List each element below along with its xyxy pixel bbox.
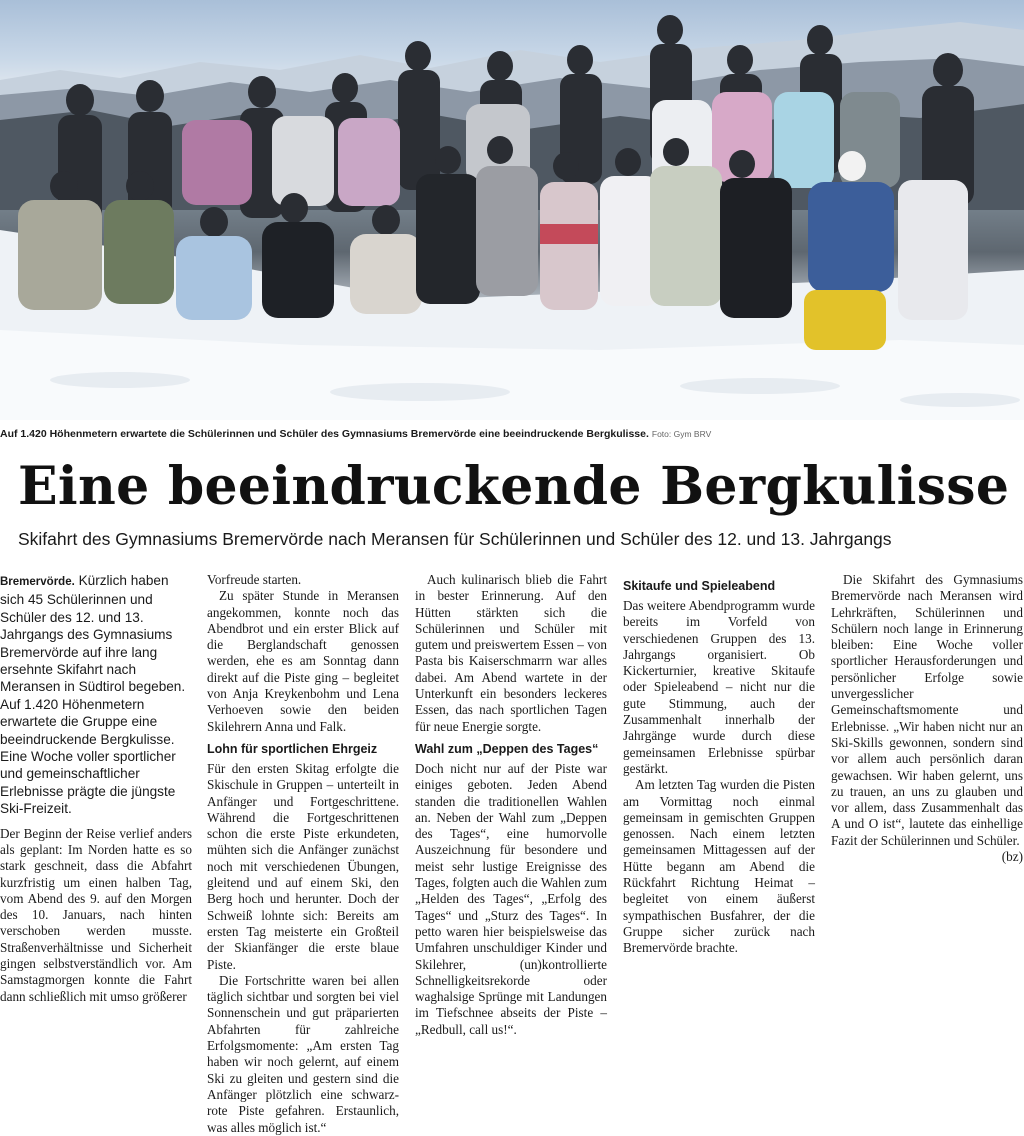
group-photo [0, 0, 1024, 420]
headline: Eine beeindruckende Bergkulisse [18, 456, 1010, 517]
paragraph: Der Beginn der Reise verlief anders als geplant: Im Norden hatte es so stark geschneit, dass die Abfahrt kurzfristig um einen halben Tag, vom Abend des 9. auf den Morgen des 10. Januars, nach hinten verschoben werden musste. Straßenverhältnisse und Sicherheit gingen selbstverständlich vor. Am Samstagmorgen konnte die Fahrt dann schließlich mit umso größerer [0, 825, 192, 1004]
photo-credit: Foto: Gym BRV [651, 429, 712, 439]
article-column-1 [0, 572, 192, 1004]
lead-paragraph [0, 572, 192, 818]
paragraph: Vorfreude starten. [207, 572, 302, 587]
photo-caption [0, 428, 1024, 440]
dateline: Bremervörde. [0, 576, 75, 588]
article-column-4 [623, 572, 815, 1004]
article-column-3 [415, 572, 607, 1037]
subheadline: Skifahrt des Gymnasiums Bremervörde nach Meransen für Schülerinnen und Schüler des 12. und 13. Jahrgangs [18, 529, 892, 549]
paragraph: Zu später Stunde in Meransen angekommen, konnte noch das Abendbrot und ein erster Blick auf die Berglandschaft genossen werden, ehe es am Sonntag dann direkt auf die Piste ging – begleitet von Anja Kreykenbohm und Lena Verhoeven sowie den beiden Skilehrern Anna und Falk. [207, 588, 399, 734]
photo-illustration [0, 0, 1024, 420]
paragraph: Die Skifahrt des Gymnasiums Bremervörde nach Meransen wird Lehrkräften, Schülerinnen und Schülern noch lange in Erinnerung bleiben: Eine Woche voller sportlicher Herausforderungen und persönlicher Erfolge sowie unvergesslicher Gemeinschaftsmomente und Erlebnisse. „Wir haben nicht nur an Ski-Skills gewonnen, sondern sind vor allem auch persönlich daran gewachsen. Wir haben gelernt, uns zu trauen, an uns zu glauben und vor allem, dass Zusammenhalt das A und O ist“, lautete das einhellige Fazit der Schülerinnen und Schüler. [831, 572, 1023, 848]
paragraph: Doch nicht nur auf der Piste war einiges geboten. Jeden Abend standen die traditionellen Wahlen an. Neben der Wahl zum „Deppen des Tages“, eine humorvolle Auszeichnung für besondere und meist sehr lustige Ereignisse des Tages, folgten auch die Wahlen zum „Helden des Tages“, „Erfolg des Tages“ und „Sturz des Tages“. In petto waren hier beispielsweise das Umfahren unschuldiger Kinder und Skilehrer, (un)kontrollierte Schnelligkeitsrekorde oder waghalsige Sprünge mit Landungen im Tiefschnee abseits der Piste – „Redbull, call us!“. [415, 760, 607, 1037]
byline: (bz) [1001, 849, 1023, 865]
paragraph: Auch kulinarisch blieb die Fahrt in bester Erinnerung. Auf den Hütten stärkten sich die Schülerinnen und Schüler mit gutem und preiswertem Essen – von Pasta bis Kaiserschmarrn war alles dabei. Am Abend wartete in der Unterkunft ein besonders leckeres Essen, das nach sportlichen Tagen für neue Energie sorgte. [415, 572, 607, 734]
lead-text: Kürzlich haben sich 45 Schülerinnen und Schüler des 12. und 13. Jahrgangs des Gymnasiums Bremervörde auf ihre lang ersehnte Skifahrt nach Meransen in Südtirol begeben. Auf 1.420 Höhenmetern erwartete die Gruppe eine beeindruckende Bergkulisse. Eine Woche voller sportlicher und gemeinschaftlicher Erlebnisse prägte die jüngste Ski-Freizeit. [0, 573, 186, 817]
subheading: Lohn für sportlichen Ehrgeiz [207, 741, 378, 756]
caption-text: Auf 1.420 Höhenmetern erwartete die Schülerinnen und Schüler des Gymnasiums Bremervörde eine beeindruckende Bergkulisse. [0, 428, 649, 440]
subheading: Skitaufe und Spieleabend [623, 579, 776, 593]
paragraph: Die Fortschritte waren bei allen täglich sichtbar und sorgten bei viel Sonnenschein und gut präparierten Abfahrten für zahlreiche Erfolgsmomente: „Am ersten Tag haben wir noch gelernt, auf einem Ski zu gleiten und gestern sind die Anfänger plötzlich eine schwarz-rote Piste gefahren. Erstaunlich, was alles möglich ist.“ [207, 972, 399, 1135]
paragraph: Am letzten Tag wurden die Pisten am Vormittag noch einmal gemeinsam in gemischten Gruppen genossen. Nach einem letzten gemeinsamen Mittagessen auf der Hütte begann am Abend die Rückfahrt Richtung Heimat – begleitet von einem äußerst sympathischen Busfahrer, der die Gruppe sicher zurück nach Bremervörde brachte. [623, 777, 815, 956]
paragraph: Für den ersten Skitag erfolgte die Skischule in Gruppen – unterteilt in Anfänger und Fortgeschrittene. Während die Fortgeschrittenen schon die erste Piste erkundeten, mühten sich die Anfänger zunächst noch mit verschiedenen Übungen, gleitend und auf einem Ski, den Berg hoch und herunter. Doch der Schweiß lohnte sich: Bereits am ersten Tag meisterte ein Großteil der Skianfänger die erste blaue Piste. [207, 760, 399, 972]
article-column-5 [831, 572, 1023, 1004]
article-column-2 [207, 572, 399, 1135]
paragraph: Das weitere Abendprogramm wurde bereits im Vorfeld von verschiedenen Gruppen des 13. Jahrgangs organisiert. Ob Kickerturnier, kreative Skitaufe oder Spieleabend – nicht nur die gute Stimmung, auch der Zusammenhalt innerhalb der Jahrgänge wurde durch diese gemeinsamen Erlebnisse spürbar gestärkt. [623, 598, 815, 776]
subheading: Wahl zum „Deppen des Tages“ [415, 741, 599, 756]
